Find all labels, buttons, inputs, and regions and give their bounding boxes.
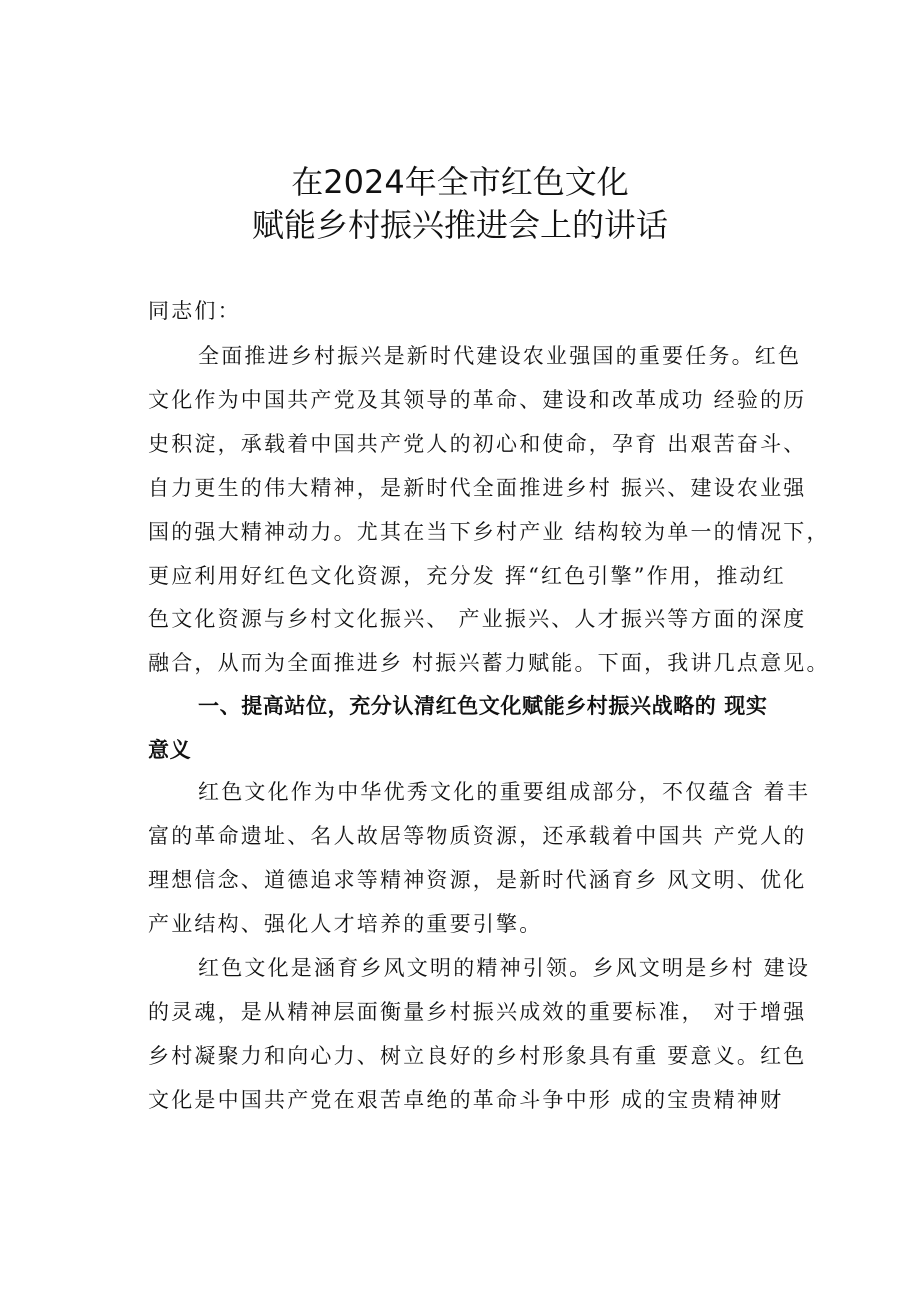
paragraph-1-line: 色文化资源与乡村文化振兴、 产业振兴、人才振兴等方面的深度 bbox=[148, 607, 807, 631]
paragraph-1-line: 融合，从而为全面推进乡 村振兴蓄力赋能。下面，我讲几点意见。 bbox=[148, 651, 830, 675]
paragraph-1-line: 史积淀，承载着中国共产党人的初心和使命，孕育 出艰苦奋斗、 bbox=[148, 432, 807, 456]
paragraph-2-line: 富的革命遗址、名人故居等物质资源，还承载着中国共 产党人的 bbox=[148, 824, 807, 848]
paragraph-3-line: 乡村凝聚力和向心力、树立良好的乡村形象具有重 要意义。红色 bbox=[148, 1044, 807, 1068]
paragraph-2-line: 产业结构、强化人才培养的重要引擎。 bbox=[148, 912, 543, 936]
paragraph-3-line: 文化是中国共产党在艰苦卓绝的革命斗争中形 成的宝贵精神财 bbox=[148, 1088, 784, 1112]
document-title-line-1: 在2024年全市红色文化 bbox=[291, 163, 629, 201]
section-heading-line-1: 一、提高站位，充分认清红色文化赋能乡村振兴战略的 现实 bbox=[198, 694, 768, 718]
paragraph-3-line: 红色文化是涵育乡风文明的精神引领。乡风文明是乡村 建设 bbox=[198, 956, 811, 980]
paragraph-1-line: 更应利用好红色文化资源，充分发 挥“红色引擎”作用，推动红 bbox=[148, 564, 786, 588]
document-title-line-2: 赋能乡村振兴推进会上的讲话 bbox=[251, 206, 668, 244]
paragraph-1-line: 全面推进乡村振兴是新时代建设农业强国的重要任务。红色 bbox=[198, 344, 802, 368]
paragraph-1-line: 自力更生的伟大精神，是新时代全面推进乡村 振兴、建设农业强 bbox=[148, 476, 807, 500]
paragraph-2-line: 红色文化作为中华优秀文化的重要组成部分，不仅蕴含 着丰 bbox=[198, 780, 811, 804]
salutation: 同志们： bbox=[148, 299, 241, 323]
paragraph-1-line: 国的强大精神动力。尤其在当下乡村产业 结构较为单一的情况下， bbox=[148, 520, 830, 544]
paragraph-3-line: 的灵魂，是从精神层面衡量乡村振兴成效的重要标准， 对于增强 bbox=[148, 1000, 807, 1024]
paragraph-1-line: 文化作为中国共产党及其领导的革命、建设和改革成功 经验的历 bbox=[148, 388, 807, 412]
paragraph-2-line: 理想信念、道德追求等精神资源，是新时代涵育乡 风文明、优化 bbox=[148, 868, 807, 892]
section-heading-line-2: 意义 bbox=[148, 738, 192, 762]
